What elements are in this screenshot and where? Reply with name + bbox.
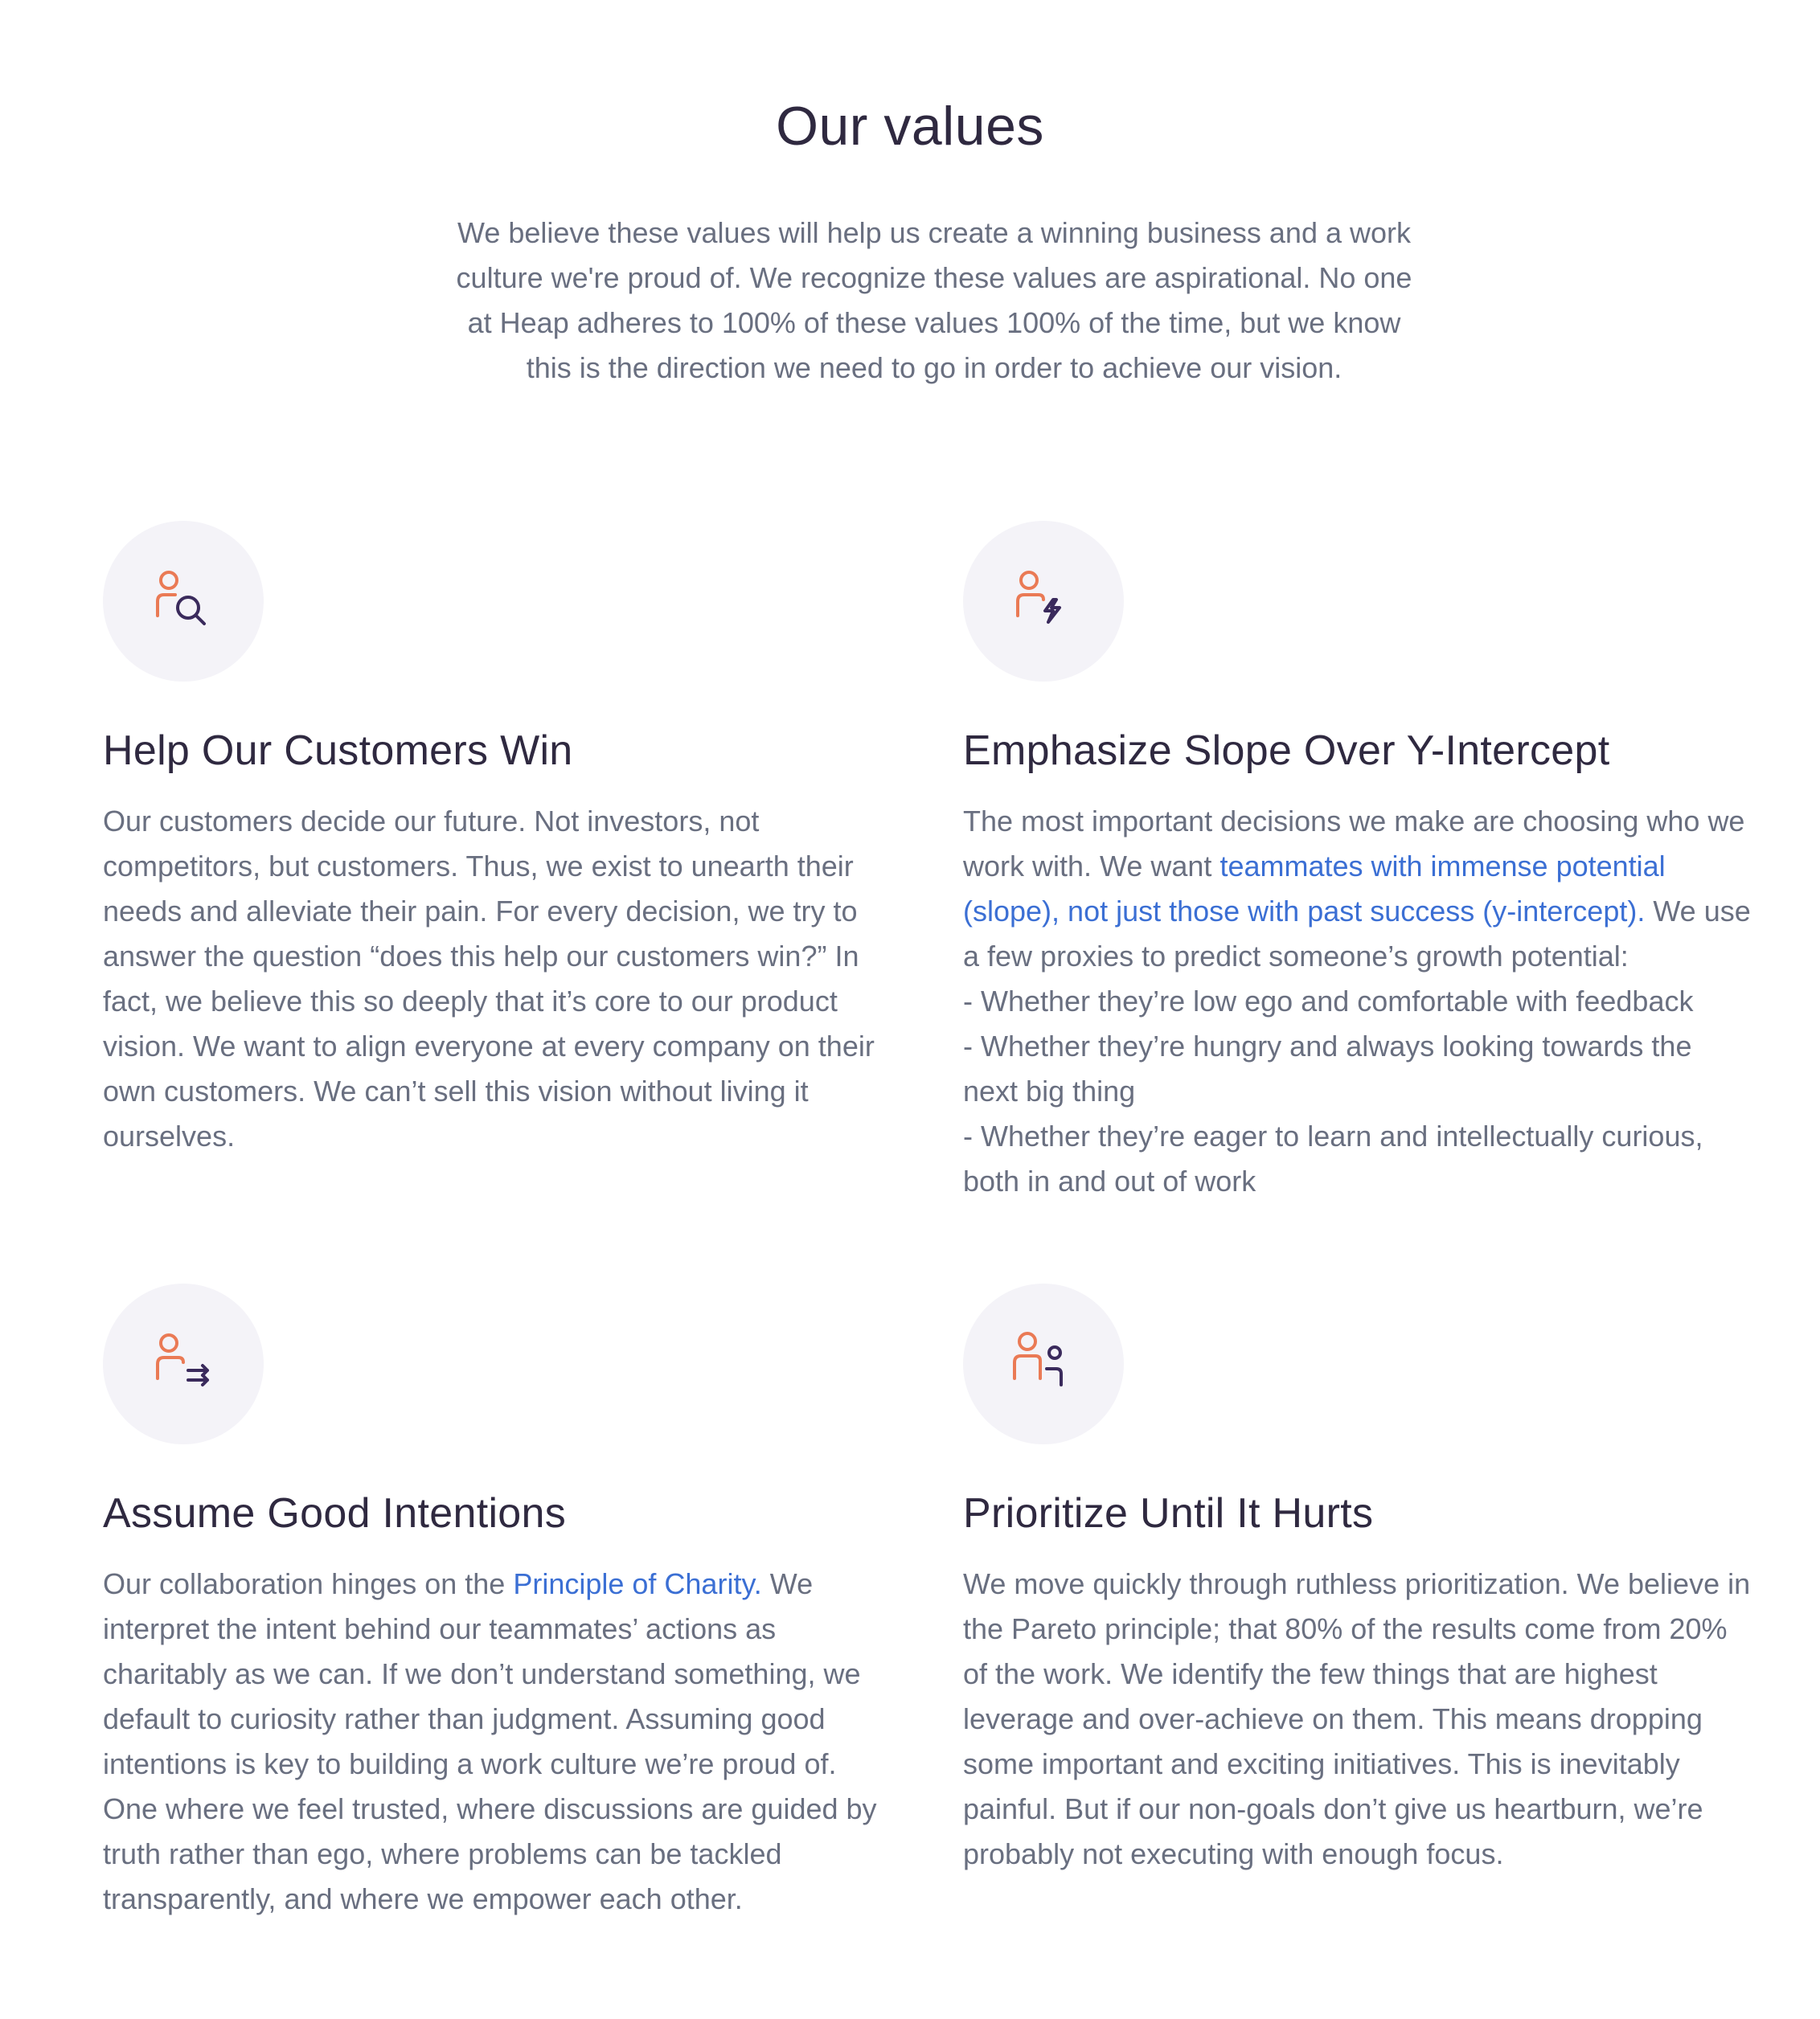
value-body [103, 1562, 891, 1922]
value-body: We move quickly through ruthless prioritization. We believe in the Pareto principle; that 80% of the results come from 20% of the work. We identify the few things that are highest leverage and over-achieve on them. This means dropping some important and exciting initiatives. This is inevitably painful. But if our non-goals don’t give us heartburn, we’re probably not executing with enough focus. [963, 1567, 1751, 1870]
bullet-item: - Whether they’re hungry and always looking towards the next big thing [963, 1030, 1692, 1108]
value-body-text: The most important decisions we make are choosing who we work with. We want [963, 805, 1745, 883]
two-people-icon [1003, 1324, 1084, 1404]
value-card-customers [103, 521, 891, 1159]
value-body: Our customers decide our future. Not investors, not competitors, but customers. Thus, we exist to unearth their needs and alleviate their pain. For every decision, we try to answer the question “does this help our customers win?” In fact, we believe this so deeply that it’s core to our product vision. We want to align everyone at every company on their own customers. We can’t sell this vision without living it ourselves. [103, 805, 875, 1153]
value-title: Help Our Customers Win [103, 727, 573, 774]
bullet-item: - Whether they’re low ego and comfortable with feedback [963, 985, 1694, 1018]
slope-link[interactable]: teammates with immense potential (slope), not just those with past success (y-intercept). [963, 850, 1666, 928]
icon-badge [103, 1284, 264, 1444]
principle-of-charity-link[interactable]: Principle of Charity. [513, 1567, 762, 1600]
icon-badge [963, 521, 1124, 682]
value-body-text: We use a few proxies to predict someone’s growth potential: [963, 895, 1751, 973]
value-title: Prioritize Until It Hurts [963, 1490, 1374, 1537]
value-title: Assume Good Intentions [103, 1490, 567, 1537]
value-card-intentions [103, 1284, 891, 1922]
value-body [963, 799, 1751, 1204]
icon-badge [963, 1284, 1124, 1444]
intro-text: We believe these values will help us create a winning business and a work culture we're proud of. We recognize these values are aspirational. No one at Heap adheres to 100% of these values 100% of the time, but we know this is the direction we need to go in order to achieve our vision. [456, 216, 1412, 384]
value-body-text: Our collaboration hinges on the [103, 1567, 514, 1600]
bullet-item: - Whether they’re eager to learn and intellectually curious, both in and out of work [963, 1120, 1703, 1198]
page-title: Our values [776, 96, 1044, 157]
value-body-text: We interpret the intent behind our teammates’ actions as charitably as we can. If we don’t understand something, we default to curiosity rather than judgment. Assuming good intentions is key to building a work culture we’re proud of. One where we feel trusted, where discussions are guided by truth rather than ego, where problems can be tackled transparently, and where we empower each other. [103, 1567, 877, 1915]
person-arrows-icon [143, 1324, 223, 1404]
value-title: Emphasize Slope Over Y-Intercept [963, 727, 1610, 774]
value-card-prioritize [963, 1284, 1751, 1877]
value-card-slope [963, 521, 1751, 1204]
person-search-icon [143, 561, 223, 641]
person-lightning-icon [1003, 561, 1084, 641]
icon-badge [103, 521, 264, 682]
